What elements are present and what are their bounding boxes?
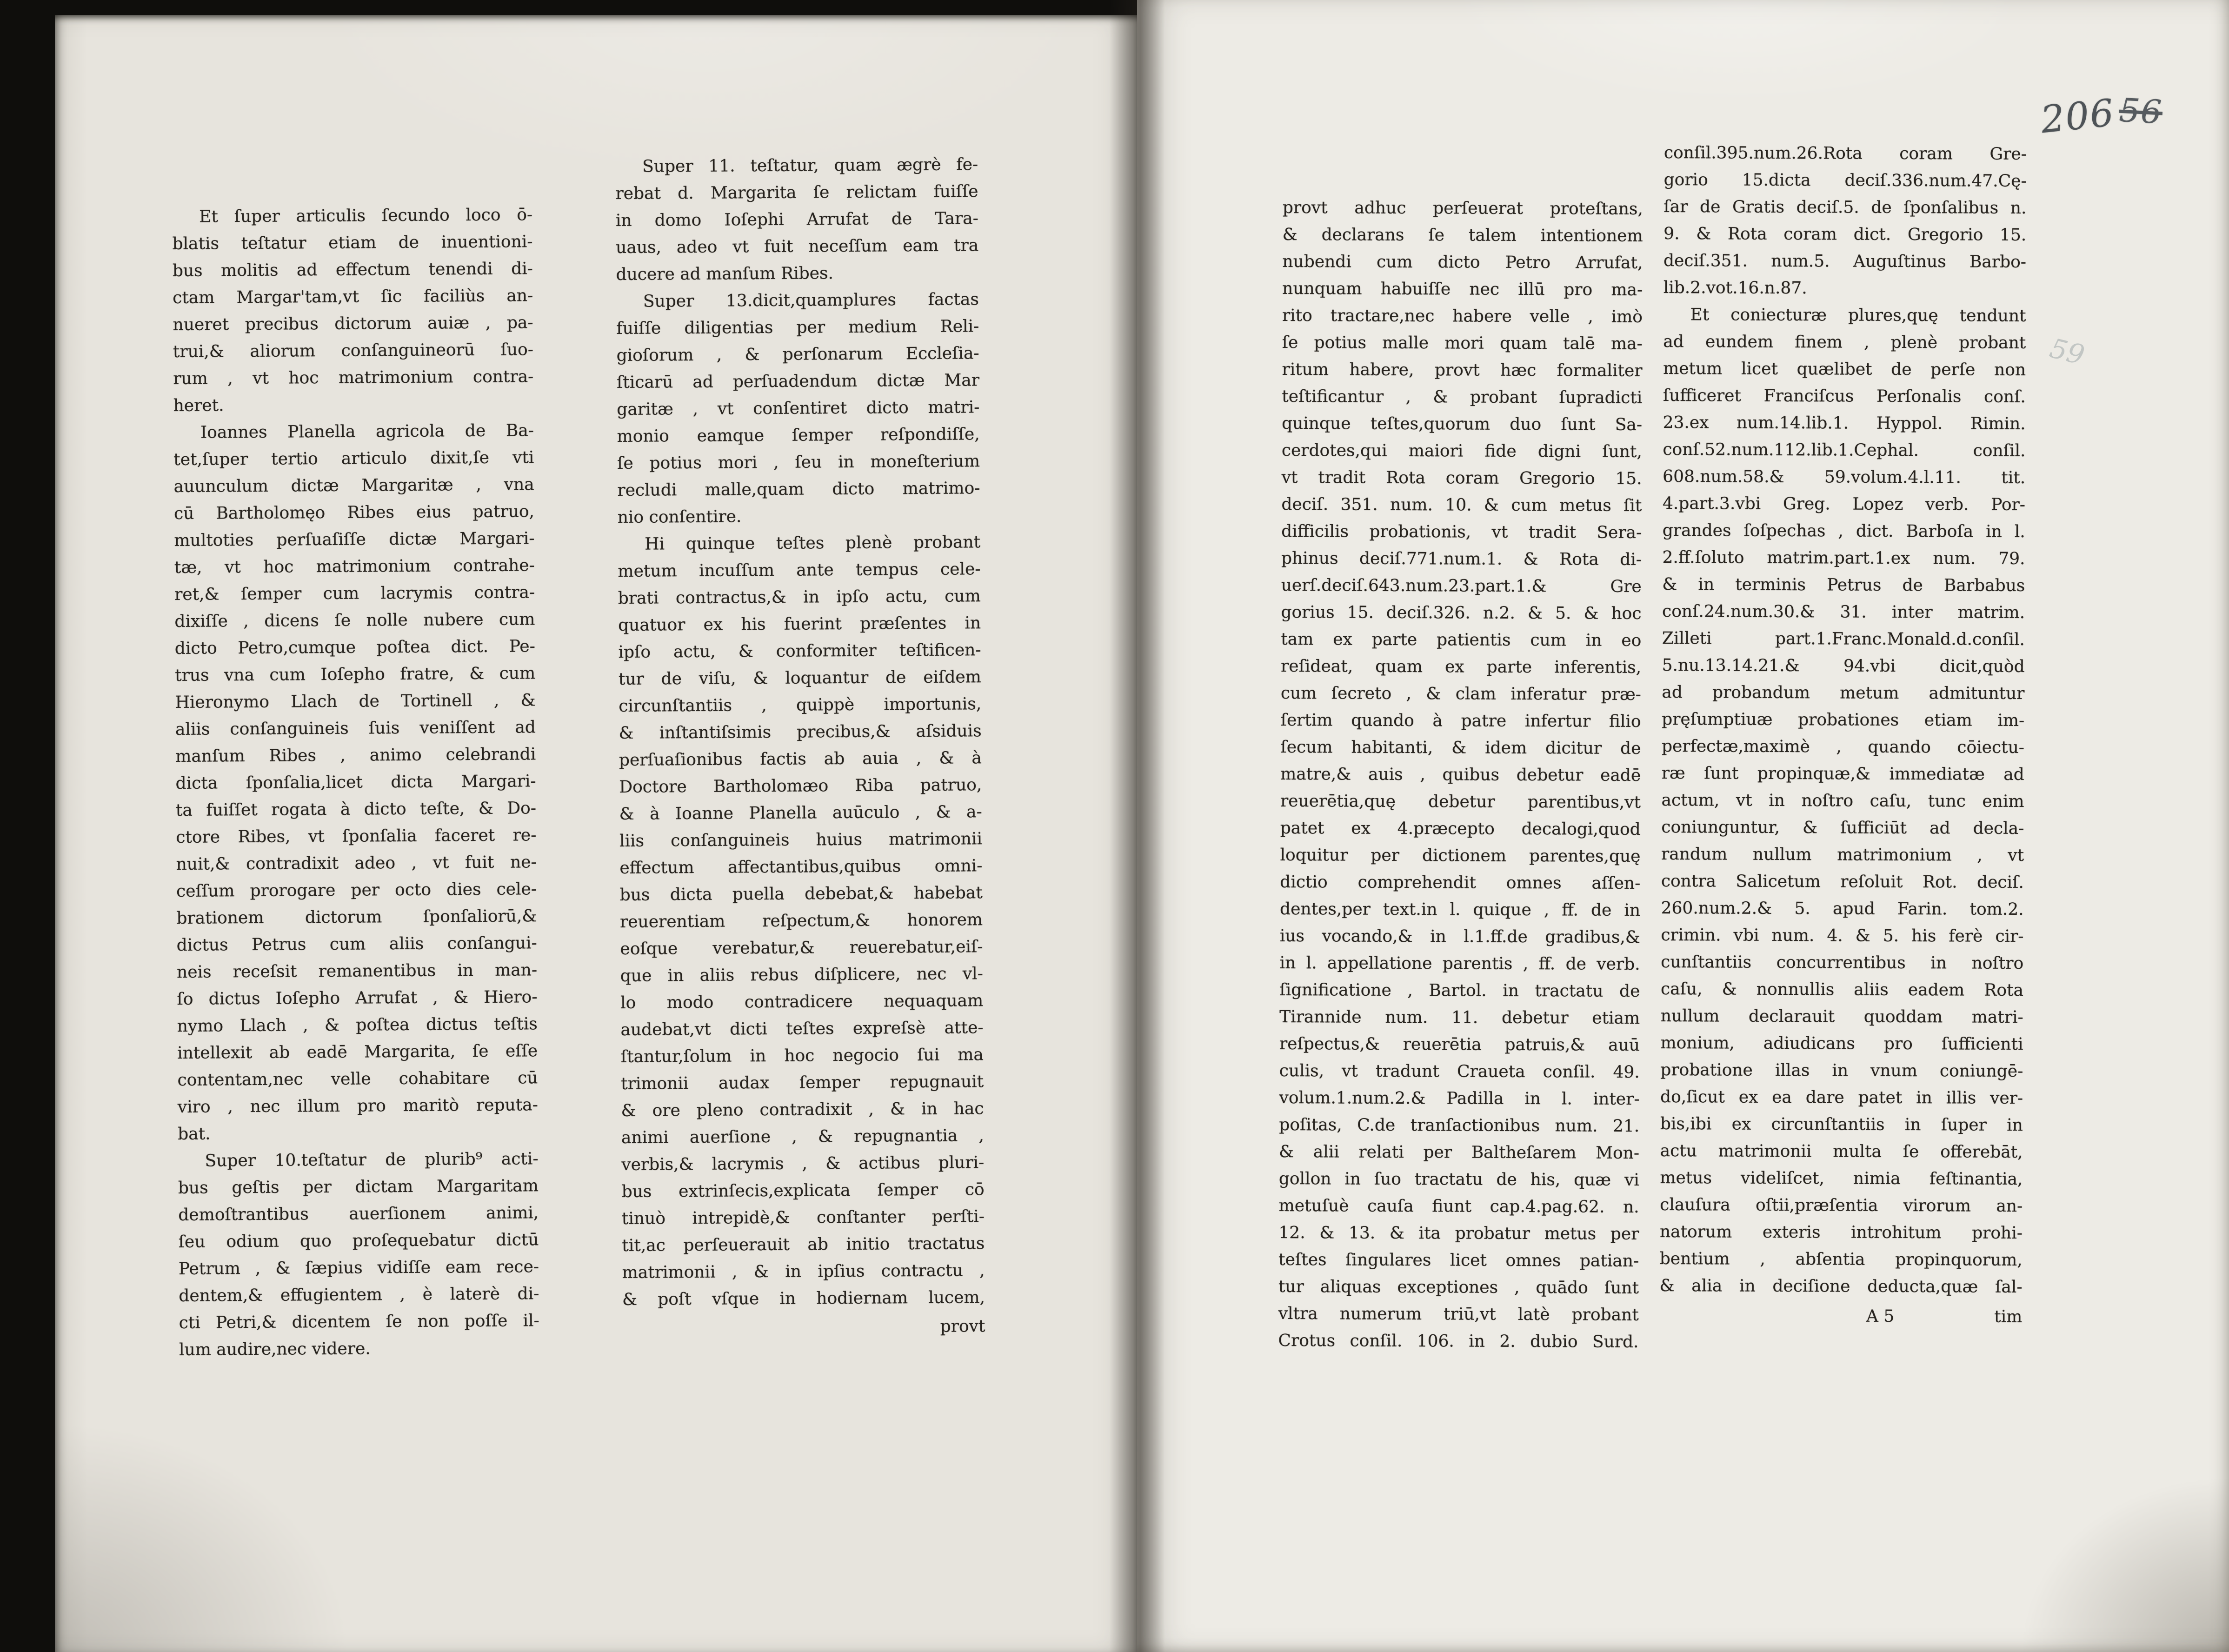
text-line: ritum habere, provt hæc formaliter bbox=[1282, 360, 1643, 380]
text-line: ſecum habitanti, & idem dicitur de bbox=[1280, 737, 1641, 758]
text-line: dixiſſe , dicens ſe nolle nubere cum bbox=[174, 610, 535, 631]
text-line: ſeu odium quo proſequebatur dictū bbox=[178, 1230, 539, 1252]
text-line: nunquam habuiſſe nec illū pro ma- bbox=[1282, 279, 1643, 300]
text-line: cerdotes,qui maiori fide digni ſunt, bbox=[1281, 440, 1642, 461]
text-line: blatis teſtatur etiam de inuentioni- bbox=[172, 232, 533, 253]
text-line: nio conſentire. bbox=[617, 507, 742, 527]
text-line: garitæ , vt conſentiret dicto matri- bbox=[617, 398, 980, 419]
text-line: trus vna cum Ioſepho fratre, & cum bbox=[175, 664, 536, 685]
catchword: tim bbox=[1994, 1307, 2023, 1326]
text-line: grandes ſoſpechas , dict. Barboſa in l. bbox=[1662, 520, 2025, 541]
text-line: 4.part.3.vbi Greg. Lopez verb. Por- bbox=[1662, 493, 2026, 514]
text-line: 23.ex num.14.lib.1. Hyppol. Rimin. bbox=[1663, 413, 2026, 433]
text-line: uerſ.deciſ.643.num.23.part.1.& Gre bbox=[1281, 575, 1642, 596]
faint-margin-number: 59 bbox=[2046, 332, 2088, 371]
text-line: crimin. vbi num. 4. & 5. his ferè cir- bbox=[1661, 925, 2024, 946]
text-line: difficilis probationis, vt tradit Sera- bbox=[1281, 521, 1642, 542]
text-line: phinus deciſ.771.num.1. & Rota di- bbox=[1281, 548, 1642, 569]
text-line: volum.1.num.2.& Padilla in l. inter- bbox=[1279, 1088, 1640, 1109]
text-line: Hieronymo Llach de Tortinell , & bbox=[175, 691, 536, 712]
text-line: tinuò intrepidè,& conſtanter perſti- bbox=[621, 1207, 985, 1228]
text-line: clauſura oſtii,præſentia virorum an- bbox=[1660, 1195, 2023, 1216]
text-line: matre,& auis , quibus debetur eadē bbox=[1280, 764, 1641, 785]
text-line: bus molitis ad effectum tenendi di- bbox=[172, 259, 533, 280]
text-line: ta fuiſſet rogata à dicto teſte, & Do- bbox=[175, 799, 537, 820]
text-line: poſitas, C.de tranſactionibus num. 21. bbox=[1279, 1115, 1640, 1136]
text-line: gorio 15.dicta deciſ.336.num.47.Cę- bbox=[1663, 170, 2027, 191]
text-line: probatione illas in vnum coniungē- bbox=[1660, 1060, 2023, 1081]
struck-out-number: 56 bbox=[2118, 91, 2163, 132]
text-line: randum nullum matrimonium , vt bbox=[1661, 844, 2024, 865]
text-line: coniunguntur, & ſufficiūt ad decla- bbox=[1661, 817, 2024, 838]
text-line: 2.ff.ſoluto matrim.part.1.ex num. 79. bbox=[1662, 547, 2025, 568]
text-column-right-1 bbox=[1278, 194, 1643, 1356]
text-line: monio eamque ſemper reſpondiſſe, bbox=[617, 425, 980, 446]
text-line: natorum exteris introhitum prohi- bbox=[1659, 1222, 2023, 1243]
text-line: audebat,vt dicti teſtes expreſsè atte- bbox=[620, 1018, 984, 1039]
text-line: & ore pleno contradixit , & in hac bbox=[621, 1099, 984, 1120]
text-line: dicto Petro,cumque poſtea dict. Pe- bbox=[174, 637, 535, 658]
text-line: cti Petri,& dicentem ſe non poſſe il- bbox=[179, 1311, 539, 1332]
text-line: monium, adiudicans pro ſufficienti bbox=[1660, 1033, 2023, 1054]
text-line: Crotus conſil. 106. in 2. dubio Surd. bbox=[1278, 1331, 1639, 1352]
text-line: conſ.24.num.30.& 31. inter matrim. bbox=[1662, 601, 2025, 622]
text-line: pręſumptiuæ probationes etiam im- bbox=[1662, 709, 2025, 730]
text-line: ſertim quando à patre infertur filio bbox=[1280, 710, 1641, 731]
text-column-right-2 bbox=[1659, 140, 2027, 1331]
text-line: quatuor ex his fuerint præſentes in bbox=[618, 613, 981, 635]
text-line: demoſtrantibus auerſionem animi, bbox=[178, 1203, 539, 1225]
text-line: bat. bbox=[178, 1124, 211, 1144]
text-line: trimonii audax ſemper repugnauit bbox=[621, 1072, 984, 1093]
text-line: fuiſſe diligentias per medium Reli- bbox=[616, 317, 979, 338]
text-line: nymo Llach , & poſtea dictus teſtis bbox=[177, 1014, 538, 1036]
text-line: cū Bartholomęo Ribes eius patruo, bbox=[173, 502, 535, 523]
text-line: in l. appellatione parentis , ff. de verb. bbox=[1279, 953, 1640, 974]
text-line: manſum Ribes , animo celebrandi bbox=[175, 745, 536, 766]
text-line: deciſ. 351. num. 10. & cum metus ſit bbox=[1281, 494, 1642, 515]
text-line: perfectæ,maximè , quando cōiectu- bbox=[1661, 736, 2025, 757]
page-number-text: 206 bbox=[2038, 91, 2117, 142]
text-line: nubendi cum dicto Petro Arrufat, bbox=[1282, 252, 1643, 273]
text-line: Et coniecturæ plures,quę tendunt bbox=[1690, 305, 2026, 326]
text-line: nueret precibus dictorum auiæ , pa- bbox=[173, 313, 533, 334]
text-line: lib.2.vot.16.n.87. bbox=[1663, 278, 1807, 298]
text-line: Petrum , & ſæpius vidiſſe eam rece- bbox=[178, 1257, 539, 1279]
text-line: actum, vt in noſtro caſu, tunc enim bbox=[1661, 790, 2024, 811]
text-line: patet ex 4.præcepto decalogi,quod bbox=[1280, 818, 1641, 839]
text-line: rebat d. Margarita ſe relictam fuiſſe bbox=[615, 182, 978, 203]
text-line: ipſo actu, & conformiter teſtificen- bbox=[618, 640, 981, 662]
text-line: auunculum dictæ Margaritæ , vna bbox=[173, 475, 534, 496]
text-line: & alii relati per Baltheſarem Mon- bbox=[1279, 1142, 1640, 1163]
text-line: que in aliis rebus diſplicere, nec vl- bbox=[620, 964, 983, 986]
text-line: loquitur per dictionem parentes,quę bbox=[1280, 845, 1641, 866]
text-line: contra Salicetum reſoluit Rot. deciſ. bbox=[1661, 871, 2024, 892]
text-line: brationem dictorum ſponſaliorū,& bbox=[176, 906, 537, 928]
text-line: reuerentiam reſpectum,& honorem bbox=[619, 910, 983, 932]
text-line: Super 13.dicit,quamplures factas bbox=[643, 290, 979, 311]
text-line: vltra numerum triū,vt latè probant bbox=[1278, 1304, 1639, 1325]
text-line: bis,ibi ex circunſtantiis in ſuper in bbox=[1660, 1114, 2023, 1135]
text-line: Super 10.teſtatur de plurib⁹ acti- bbox=[205, 1149, 539, 1171]
text-line: 5.nu.13.14.21.& 94.vbi dicit,quòd bbox=[1662, 655, 2025, 676]
text-line: ctore Ribes, vt ſponſalia faceret re- bbox=[176, 826, 537, 847]
text-line: gorius 15. deciſ.326. n.2. & 5. & hoc bbox=[1281, 602, 1642, 623]
text-line: & declarans ſe talem intentionem bbox=[1282, 225, 1643, 246]
text-line: conſil.395.num.26.Rota coram Gre- bbox=[1663, 143, 2027, 164]
text-line: ad probandum metum admituntur bbox=[1662, 682, 2025, 703]
text-line: metus videliſcet, nimia feſtinantia, bbox=[1660, 1168, 2023, 1189]
text-line: & alia in deciſione deducta,quæ ſal- bbox=[1659, 1276, 2023, 1297]
text-line: gioſorum , & perſonarum Eccleſia- bbox=[616, 344, 979, 365]
text-line: lum audire,nec videre. bbox=[179, 1339, 371, 1359]
text-line: in domo Ioſephi Arrufat de Tara- bbox=[615, 209, 978, 230]
text-line: rito tractare,nec habere velle , imò bbox=[1282, 306, 1643, 326]
text-line: reuerētia,quę debetur parentibus,vt bbox=[1280, 791, 1641, 812]
text-line: Super 11. teſtatur, quam ægrè fe- bbox=[642, 155, 978, 176]
text-line: matrimonii , & in ipſius contractu , bbox=[622, 1261, 985, 1282]
text-line: bus extrinſecis,explicata ſemper cō bbox=[621, 1180, 985, 1201]
text-line: do,ſicut ex ea dare patet in illis ver- bbox=[1660, 1087, 2023, 1108]
text-line: neis receſsit remanentibus in man- bbox=[176, 960, 538, 982]
text-line: ræ ſunt propinquæ,& immediatæ ad bbox=[1661, 763, 2024, 784]
text-line: teſtificantur , & probant ſupradicti bbox=[1282, 386, 1643, 407]
text-line: ctam Margar'tam,vt ſic faciliùs an- bbox=[173, 286, 533, 307]
text-line: 260.num.2.& 5. apud Farin. tom.2. bbox=[1661, 898, 2024, 919]
text-line: cunſtantiis concurrentibus in noſtro bbox=[1661, 952, 2024, 973]
text-line: Tirannide num. 11. debetur etiam bbox=[1279, 1007, 1640, 1028]
text-line: recludi malle,quam dicto matrimo- bbox=[617, 479, 980, 500]
text-line: 608.num.58.& 59.volum.4.l.11. tit. bbox=[1663, 466, 2026, 487]
text-line: tur aliquas exceptiones , quādo ſunt bbox=[1278, 1277, 1639, 1298]
text-line: & in terminis Petrus de Barbabus bbox=[1662, 574, 2025, 595]
text-line: brati contractus,& in ipſo actu, cum bbox=[618, 586, 981, 608]
text-line: ret,& ſemper cum lacrymis contra- bbox=[174, 583, 535, 604]
text-line: & inſtantiſsimis precibus,& aſsiduis bbox=[619, 721, 982, 743]
text-line: heret. bbox=[173, 396, 224, 415]
text-line: viro , nec illum pro maritò reputa- bbox=[177, 1095, 538, 1117]
text-line: dicta ſponſalia,licet dicta Margari- bbox=[175, 772, 536, 793]
text-line: tæ, vt hoc matrimonium contrahe- bbox=[174, 556, 535, 577]
text-line: deciſ.351. num.5. Auguſtinus Barbo- bbox=[1663, 251, 2027, 272]
text-line: Et ſuper articulis ſecundo loco ō- bbox=[199, 205, 533, 226]
text-line: quinque teſtes,quorum duo ſunt Sa- bbox=[1282, 413, 1643, 434]
text-line: eoſque verebatur,& reuerebatur,eiſ- bbox=[620, 937, 983, 959]
text-line: ceſſum prorogare per octo dies cele- bbox=[176, 879, 537, 901]
text-line: ſticarū ad perſuadendum dictæ Mar bbox=[616, 371, 980, 392]
text-line: uaus, adeo vt fuit neceſſum eam tra bbox=[616, 236, 979, 257]
text-line: perſuaſionibus factis ab auia , & à bbox=[619, 748, 982, 770]
text-line: bus dicta puella debebat,& habebat bbox=[619, 883, 983, 905]
text-line: multoties perſuaſiſſe dictæ Margari- bbox=[174, 529, 535, 550]
text-line: metum licet quælibet de perſe non bbox=[1663, 359, 2026, 380]
text-line: teſtes ſingulares licet omnes patian- bbox=[1278, 1250, 1639, 1271]
text-line: & poſt vſque in hodiernam lucem, bbox=[622, 1288, 985, 1309]
text-line: actu matrimonii multa ſe offerebāt, bbox=[1660, 1141, 2023, 1162]
text-line: lo modo contradicere nequaquam bbox=[620, 991, 984, 1013]
text-line: circunſtantiis , quippè importunis, bbox=[619, 694, 982, 716]
text-line: culis, vt tradunt Craueta conſil. 49. bbox=[1279, 1061, 1640, 1082]
text-line: Zilleti part.1.Franc.Monald.d.conſil. bbox=[1662, 628, 2025, 649]
text-line: liis conſanguineis huius matrimonii bbox=[619, 829, 983, 851]
text-line: nuit,& contradixit adeo , vt fuit ne- bbox=[176, 853, 537, 874]
text-line: ſe potius malle mori quam talē ma- bbox=[1282, 333, 1643, 353]
text-line: ad eundem finem , plenè probant bbox=[1663, 332, 2026, 353]
text-line: tam ex parte patientis cum in eo bbox=[1281, 629, 1642, 650]
text-line: Doctore Bartholomæo Riba patruo, bbox=[619, 775, 982, 797]
text-line: Ioannes Planella agricola de Ba- bbox=[200, 421, 534, 442]
text-line: ſufficeret Franciſcus Perſonalis conſ. bbox=[1663, 386, 2026, 406]
text-line: trui,& aliorum conſanguineorū ſuo- bbox=[173, 340, 534, 361]
text-line: tit,ac perſeuerauit ab initio tractatus bbox=[622, 1234, 985, 1255]
text-line: 9. & Rota coram dict. Gregorio 15. bbox=[1663, 224, 2027, 245]
text-line: ſar de Gratis deciſ.5. de ſponſalibus n. bbox=[1663, 197, 2027, 218]
text-line: ſe potius mori , ſeu in moneſterium bbox=[617, 452, 980, 473]
text-column-left-2 bbox=[615, 151, 985, 1342]
text-line: ius vocando,& in l.1.ff.de gradibus,& bbox=[1279, 926, 1640, 947]
text-line: verbis,& lacrymis , & actibus pluri- bbox=[621, 1153, 985, 1174]
signature-catchword-row bbox=[1659, 1299, 2022, 1331]
text-line: effectum affectantibus,quibus omni- bbox=[619, 856, 983, 878]
text-line: ducere ad manſum Ribes. bbox=[616, 264, 834, 284]
text-line: rum , vt hoc matrimonium contra- bbox=[173, 367, 534, 388]
text-line: reſideat, quam ex parte inferentis, bbox=[1281, 656, 1642, 677]
text-line: bus geſtis per dictam Margaritam bbox=[178, 1176, 539, 1198]
text-line: intellexit ab eadē Margarita, ſe eſſe bbox=[177, 1041, 538, 1063]
text-line: tur de viſu, & loquantur de eiſdem bbox=[618, 667, 982, 689]
text-line: ſignificatione , Bartol. in tractatu de bbox=[1279, 980, 1640, 1001]
text-line: & à Ioanne Planella auūculo , & a- bbox=[619, 802, 982, 824]
text-line: cum ſecreto , & clam inferatur præ- bbox=[1280, 683, 1641, 704]
text-line: vt tradit Rota coram Gregorio 15. bbox=[1281, 467, 1642, 488]
text-line: tet,ſuper tertio articulo dixit,ſe vti bbox=[173, 448, 534, 469]
text-line: contentam,nec velle cohabitare cū bbox=[177, 1068, 538, 1090]
text-line: nullum declarauit quoddam matri- bbox=[1660, 1006, 2023, 1027]
text-line: bentium , abſentia propinquorum, bbox=[1659, 1249, 2023, 1270]
text-line: conſ.52.num.112.lib.1.Cephal. conſil. bbox=[1663, 440, 2026, 460]
signature-catchword-row bbox=[622, 1311, 985, 1342]
text-line: ſtantur,ſolum in hoc negocio ſui ma bbox=[620, 1045, 984, 1066]
text-line: metuſuè cauſa fiunt cap.4.pag.62. n. bbox=[1278, 1196, 1639, 1217]
left-page bbox=[55, 15, 1137, 1652]
text-line: dentes,per text.in l. quique , ff. de in bbox=[1280, 899, 1641, 920]
text-line: Hi quinque teſtes plenè probant bbox=[645, 533, 981, 554]
signature-mark: A 5 bbox=[1866, 1306, 1895, 1326]
text-line: dictus Petrus cum aliis conſangui- bbox=[176, 933, 537, 955]
text-line: caſu, & nonnullis aliis eadem Rota bbox=[1660, 979, 2024, 1000]
text-line: provt adhuc perſeuerat proteſtans, bbox=[1282, 198, 1643, 219]
text-line: aliis conſanguineis ſuis veniſſent ad bbox=[175, 718, 536, 739]
text-line: ſo dictus Ioſepho Arrufat , & Hiero- bbox=[177, 987, 538, 1009]
text-line: metum incuſſum ante tempus cele- bbox=[618, 560, 981, 581]
text-line: animi auerſione , & repugnantia , bbox=[621, 1126, 985, 1147]
catchword: provt bbox=[940, 1317, 985, 1336]
text-column-left-1 bbox=[172, 201, 539, 1364]
text-line: gollon in ſuo tractatu de his, quæ vi bbox=[1278, 1169, 1639, 1190]
text-line: dentem,& effugientem , è laterè di- bbox=[179, 1284, 539, 1306]
right-page bbox=[1137, 0, 2229, 1652]
text-line: 12. & 13. & ita probatur metus per bbox=[1278, 1223, 1639, 1244]
text-line: reſpectus,& reuerētia patruis,& auū bbox=[1279, 1034, 1640, 1055]
text-line: dictio comprehendit omnes aſſen- bbox=[1280, 872, 1641, 893]
